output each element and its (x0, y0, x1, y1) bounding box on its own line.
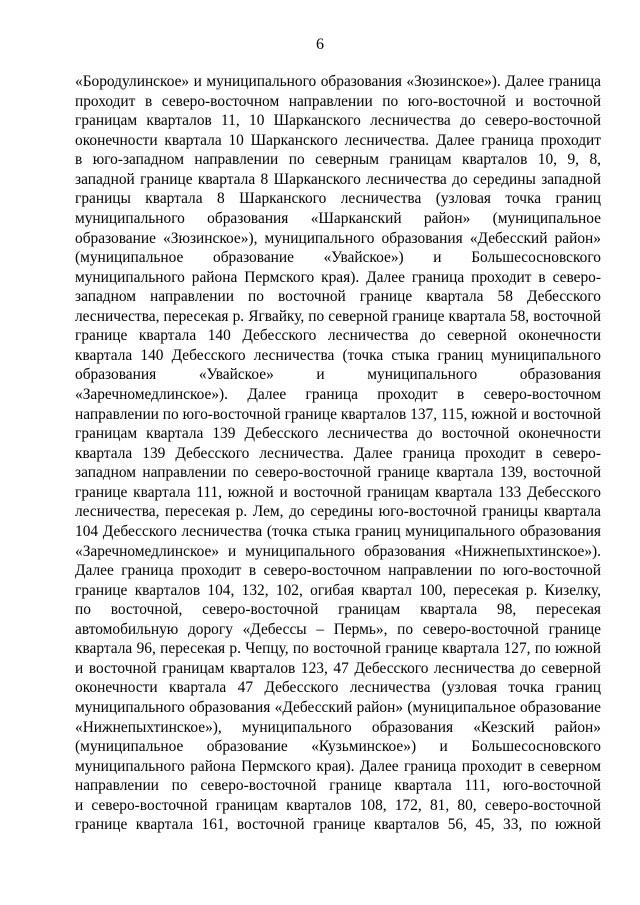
text-line: «Заречномедлинское» и муниципального образования «Нижнепыхтинское»). (75, 542, 601, 560)
text-line: границе кварталов 104, 132, 102, огибая квартал 100, пересекая р. Кизелку, (75, 581, 601, 599)
text-line: западной границе квартала 8 Шарканского лесничества до середины западной (75, 170, 601, 188)
text-line: 104 Дебесского лесничества (точка стыка границ муниципального образования (75, 522, 601, 540)
text-line: границе квартала 140 Дебесского лесничества до северной оконечности (75, 327, 601, 345)
text-line: (муниципальное образование «Увайское») и Большесосновского (75, 249, 601, 267)
text-line: квартала 139 Дебесского лесничества. Далее граница проходит в северо- (75, 444, 601, 462)
text-line: квартала 96, пересекая р. Чепцу, по восточной границе квартала 127, по южной (75, 640, 601, 658)
text-line: оконечности квартала 10 Шарканского лесничества. Далее граница проходит (75, 131, 601, 149)
text-line: проходит в северо-восточном направлении по юго-восточной и восточной (75, 92, 601, 110)
text-line: границам квартала 139 Дебесского лесничества до восточной оконечности (75, 425, 601, 443)
text-line: «Нижнепыхтинское»), муниципального образования «Кезский район» (75, 718, 601, 736)
text-line: и восточной границам кварталов 123, 47 Дебесского лесничества до северной (75, 659, 601, 677)
text-line: границам кварталов 11, 10 Шарканского лесничества до северо-восточной (75, 112, 601, 130)
text-line: муниципального образования «Дебесский район» (муниципальное образование (75, 699, 601, 716)
text-line: направлении по северо-восточной границе квартала 111, юго-восточной (75, 777, 601, 795)
text-line: муниципального образования «Шарканский район» (муниципальное (75, 209, 601, 227)
text-line: муниципального района Пермского края). Далее граница проходит в северном (75, 757, 601, 775)
page-number: 6 (316, 36, 324, 53)
text-line: «Заречномедлинское»). Далее граница проходит в северо-восточном (75, 386, 601, 403)
text-line: муниципального района Пермского края). Далее граница проходит в северо- (75, 268, 601, 286)
text-line: границы квартала 8 Шарканского лесничества (узловая точка границ (75, 190, 601, 208)
body-text (75, 72, 601, 835)
text-line: лесничества, пересекая р. Ягвайку, по северной границе квартала 58, восточной (75, 307, 601, 325)
text-line: по восточной, северо-восточной границам квартала 98, пересекая (75, 601, 601, 619)
text-line: и северо-восточной границам кварталов 108, 172, 81, 80, северо-восточной (75, 796, 601, 814)
text-line: образование «Зюзинское»), муниципального образования «Дебесский район» (75, 229, 601, 247)
text-line: образования «Увайское» и муниципального образования (75, 366, 601, 384)
text-line: лесничества, пересекая р. Лем, до середины юго-восточной границы квартала (75, 503, 601, 521)
text-line: квартала 140 Дебесского лесничества (точка стыка границ муниципального (75, 346, 601, 364)
text-line: направлении по юго-восточной границе кварталов 137, 115, южной и восточной (75, 405, 601, 423)
text-line: (муниципальное образование «Кузьминское») и Большесосновского (75, 738, 601, 756)
text-line: западном направлении по восточной границе квартала 58 Дебесского (75, 288, 601, 306)
text-line: оконечности квартала 47 Дебесского лесничества (узловая точка границ (75, 679, 601, 697)
text-line: границе квартала 111, южной и восточной границам квартала 133 Дебесского (75, 483, 601, 501)
text-line: автомобильную дорогу «Дебессы – Пермь», по северо-восточной границе (75, 620, 601, 638)
text-line: западном направлении по северо-восточной границе квартала 139, восточной (75, 464, 601, 482)
text-line: «Бородулинское» и муниципального образования «Зюзинское»). Далее граница (75, 73, 601, 90)
text-line: Далее граница проходит в северо-восточном направлении по юго-восточной (75, 562, 601, 580)
text-line: границе квартала 161, восточной границе кварталов 56, 45, 33, по южной (75, 816, 601, 834)
text-line: в юго-западном направлении по северным границам кварталов 10, 9, 8, (75, 151, 601, 169)
